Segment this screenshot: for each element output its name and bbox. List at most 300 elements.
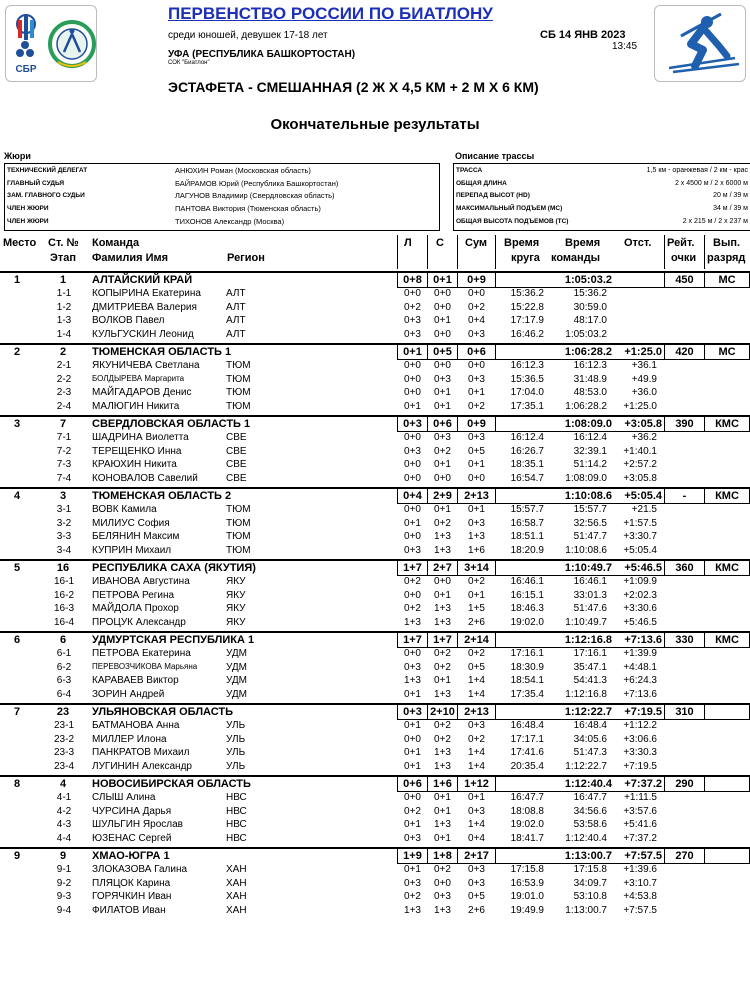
leg-behind: +1:12.2 [623, 720, 657, 731]
col-rating: Рейт. [667, 237, 695, 249]
leg-stage: 2-2 [56, 373, 72, 385]
team-name: УДМУРТСКАЯ РЕСПУБЛИКА 1 [92, 634, 255, 646]
leg-range-s: 0+2 [434, 648, 451, 659]
leg-behind: +36.2 [631, 432, 657, 443]
leg-row [0, 890, 750, 904]
team-name: ТЮМЕНСКАЯ ОБЛАСТЬ 1 [92, 346, 232, 358]
leg-lap-time: 17:41.6 [510, 747, 544, 758]
page-title: ПЕРВЕНСТВО РОССИИ ПО БИАТЛОНУ [168, 4, 493, 23]
leg-range-s: 1+3 [434, 544, 451, 556]
leg-range-l: 0+1 [404, 864, 421, 875]
leg-team-time: 1:12:40.4 [565, 832, 607, 844]
leg-range-l: 0+0 [404, 531, 421, 542]
athlete-name: БАТМАНОВА Анна [92, 720, 180, 731]
leg-penalty-sum: 0+0 [468, 360, 485, 371]
leg-stage: 16-1 [53, 576, 74, 587]
athlete-region: ТЮМ [226, 373, 251, 385]
athlete-name: КОПЫРИНА Екатерина [92, 288, 201, 299]
athlete-name: МАЙДОЛА Прохор [92, 603, 179, 614]
leg-team-time: 51:47.3 [573, 747, 607, 758]
team-rank: МС [718, 346, 736, 358]
leg-lap-time: 16:58.7 [510, 517, 544, 529]
team-row [0, 415, 750, 431]
leg-row [0, 616, 750, 630]
athlete-name: БОЛДЫРЕВА Маргарита [92, 373, 185, 383]
team-points: 310 [675, 706, 694, 718]
athlete-region: УДМ [226, 648, 248, 659]
team-row [0, 343, 750, 359]
leg-row [0, 458, 750, 472]
leg-team-time: 16:12.3 [573, 360, 607, 371]
col-team-time-sub: команды [551, 252, 601, 264]
team-points: 270 [675, 850, 694, 862]
leg-range-s: 1+3 [434, 688, 451, 700]
leg-row [0, 373, 750, 387]
leg-lap-time: 19:49.9 [510, 904, 544, 916]
athlete-region: УДМ [226, 661, 248, 673]
leg-row [0, 589, 750, 603]
leg-behind: +36.0 [631, 387, 657, 398]
team-behind: +7:37.2 [624, 778, 662, 790]
team-name: СВЕРДЛОВСКАЯ ОБЛАСТЬ 1 [92, 418, 251, 430]
leg-team-time: 34:56.6 [573, 805, 607, 817]
sbr-logo [5, 5, 97, 82]
jury-role: ЧЛЕН ЖЮРИ [7, 218, 49, 226]
leg-range-l: 0+0 [404, 373, 421, 385]
team-row [0, 847, 750, 863]
leg-stage: 1-2 [56, 301, 72, 313]
jury-role: ТЕХНИЧЕСКИЙ ДЕЛЕГАТ [7, 166, 88, 174]
leg-range-l: 0+0 [404, 387, 421, 398]
leg-range-s: 1+3 [434, 760, 451, 772]
course-title: Описание трассы [455, 151, 535, 161]
leg-range-s: 0+0 [434, 472, 451, 484]
jury-row [5, 177, 439, 190]
leg-lap-time: 17:17.9 [510, 315, 544, 326]
leg-stage: 7-3 [56, 459, 72, 470]
leg-range-s: 0+1 [434, 387, 451, 398]
team-row [0, 703, 750, 719]
leg-lap-time: 16:47.7 [510, 792, 544, 803]
leg-range-s: 0+0 [434, 360, 451, 371]
athlete-region: ХАН [226, 891, 247, 902]
athlete-name: ЮЗЕНАС Сергей [92, 832, 172, 844]
athlete-name: ПАНКРАТОВ Михаил [92, 747, 190, 758]
athlete-name: КУПРИН Михаил [92, 544, 172, 556]
athlete-name: СЛЫШ Алина [92, 792, 156, 803]
leg-penalty-sum: 0+1 [468, 504, 485, 515]
leg-range-s: 0+2 [434, 517, 451, 529]
leg-behind: +49.9 [631, 373, 657, 385]
team-time: 1:06:28.2 [564, 346, 612, 358]
leg-range-l: 1+3 [404, 675, 421, 686]
team-place: 1 [13, 274, 21, 286]
team-range-l: 1+7 [403, 634, 422, 646]
leg-penalty-sum: 0+3 [468, 328, 485, 340]
athlete-region: ХАН [226, 864, 247, 875]
athlete-region: УДМ [226, 688, 248, 700]
leg-team-time: 34:05.6 [573, 733, 607, 745]
athlete-name: МИЛЛЕР Илона [92, 733, 167, 745]
leg-team-time: 15:36.2 [573, 288, 607, 299]
team-place: 8 [13, 778, 21, 790]
leg-row [0, 746, 750, 760]
team-name: РЕСПУБЛИКА САХА (ЯКУТИЯ) [92, 562, 256, 574]
leg-team-time: 1:08:09.0 [565, 472, 607, 484]
team-points: - [682, 490, 687, 502]
leg-lap-time: 18:30.9 [510, 661, 544, 673]
leg-range-l: 0+2 [404, 576, 421, 587]
leg-range-l: 0+1 [404, 688, 421, 700]
leg-stage: 9-2 [56, 877, 72, 889]
athlete-name: ФИЛАТОВ Иван [92, 904, 166, 916]
leg-lap-time: 16:46.1 [510, 576, 544, 587]
cell-border [704, 777, 750, 791]
leg-penalty-sum: 0+3 [468, 864, 485, 875]
course-value: 1,5 км - оранжевая / 2 км - крас [646, 166, 748, 174]
leg-lap-time: 18:08.8 [510, 805, 544, 817]
leg-team-time: 1:05:03.2 [565, 328, 607, 340]
header-divider [397, 235, 398, 269]
team-behind: +1:25.0 [624, 346, 662, 358]
leg-range-l: 0+1 [404, 400, 421, 412]
leg-range-l: 0+3 [404, 877, 421, 889]
leg-behind: +7:13.6 [623, 688, 657, 700]
leg-team-time: 15:57.7 [573, 504, 607, 515]
results-header [0, 235, 750, 269]
leg-team-time: 51:47.6 [573, 603, 607, 614]
leg-range-l: 0+2 [404, 891, 421, 902]
leg-team-time: 1:10:49.7 [565, 616, 607, 628]
athlete-region: ТЮМ [226, 360, 251, 371]
jury-table [4, 163, 440, 231]
team-row [0, 775, 750, 791]
team-bib: 16 [56, 562, 70, 574]
leg-range-l: 0+0 [404, 504, 421, 515]
subtitle: среди юношей, девушек 17-18 лет [168, 30, 328, 41]
leg-range-s: 0+1 [434, 675, 451, 686]
header-divider [457, 235, 458, 269]
team-block [0, 703, 750, 773]
leg-range-s: 0+1 [434, 315, 451, 326]
leg-range-s: 0+0 [434, 288, 451, 299]
leg-row [0, 904, 750, 918]
leg-lap-time: 17:16.1 [510, 648, 544, 659]
jury-person: АНЮХИН Роман (Московская область) [175, 165, 311, 175]
team-bib: 1 [59, 274, 67, 286]
leg-range-l: 0+3 [404, 544, 421, 556]
col-l: Л [404, 237, 412, 249]
leg-range-s: 1+3 [434, 904, 451, 916]
leg-lap-time: 15:57.7 [510, 504, 544, 515]
leg-behind: +1:39.6 [623, 864, 657, 875]
team-behind: +7:19.5 [624, 706, 662, 718]
leg-behind: +3:57.6 [623, 805, 657, 817]
athlete-name: КУЛЬГУСКИН Леонид [92, 328, 194, 340]
team-time: 1:12:16.8 [564, 634, 612, 646]
leg-behind: +3:30.3 [623, 747, 657, 758]
athlete-name: ВОВК Камила [92, 504, 157, 515]
col-team: Команда [92, 237, 140, 249]
team-place: 4 [13, 490, 21, 502]
col-s: С [436, 237, 444, 249]
leg-range-l: 0+0 [404, 648, 421, 659]
team-name: ТЮМЕНСКАЯ ОБЛАСТЬ 2 [92, 490, 232, 502]
team-block [0, 415, 750, 485]
leg-team-time: 1:06:28.2 [565, 400, 607, 412]
athlete-name: ПЕРЕВОЗЧИКОВА Марьяна [92, 661, 198, 671]
leg-team-time: 51:47.7 [573, 531, 607, 542]
athlete-region: УЛЬ [226, 720, 246, 731]
event-name: ЭСТАФЕТА - СМЕШАННАЯ (2 Ж Х 4,5 КМ + 2 М Х 6 КМ) [168, 79, 539, 95]
leg-range-s: 0+1 [434, 504, 451, 515]
team-range-s: 1+6 [433, 778, 452, 790]
leg-range-l: 0+0 [404, 459, 421, 470]
team-name: УЛЬЯНОВСКАЯ ОБЛАСТЬ [92, 706, 233, 718]
leg-range-l: 0+1 [404, 819, 421, 830]
leg-lap-time: 16:54.7 [510, 472, 544, 484]
leg-stage: 3-3 [56, 531, 72, 542]
leg-row [0, 575, 750, 589]
team-penalty-sum: 1+12 [464, 778, 489, 790]
team-bib: 4 [59, 778, 67, 790]
athlete-name: ТЕРЕЩЕНКО Инна [92, 445, 182, 457]
jury-role: ГЛАВНЫЙ СУДЬЯ [7, 179, 65, 187]
team-row [0, 487, 750, 503]
team-block [0, 631, 750, 701]
athlete-region: ТЮМ [226, 504, 251, 515]
leg-stage: 7-1 [56, 432, 72, 443]
leg-stage: 23-2 [53, 733, 74, 745]
team-place: 2 [13, 346, 21, 358]
leg-behind: +1:11.5 [624, 792, 657, 803]
athlete-name: ДМИТРИЕВА Валерия [92, 301, 197, 313]
leg-team-time: 1:12:16.8 [565, 688, 607, 700]
leg-lap-time: 17:17.1 [510, 733, 544, 745]
course-value: 2 x 4500 м / 2 x 6000 м [674, 179, 748, 187]
team-range-l: 0+8 [403, 274, 422, 286]
athlete-name: ПЕТРОВА Регина [92, 589, 175, 601]
team-block [0, 487, 750, 557]
athlete-name: ПЕТРОВА Екатерина [92, 648, 191, 659]
leg-team-time: 31:48.9 [573, 373, 607, 385]
col-stage: Этап [50, 252, 76, 264]
leg-range-l: 0+0 [404, 360, 421, 371]
athlete-region: УДМ [226, 675, 248, 686]
leg-penalty-sum: 0+3 [468, 720, 485, 731]
athlete-region: УЛЬ [226, 733, 246, 745]
team-place: 7 [13, 706, 21, 718]
leg-stage: 3-1 [56, 504, 72, 515]
athlete-name: ШУЛЬГИН Ярослав [92, 819, 183, 830]
athlete-region: АЛТ [226, 301, 246, 313]
leg-team-time: 16:47.7 [573, 792, 607, 803]
team-range-l: 1+7 [403, 562, 422, 574]
leg-range-l: 0+2 [404, 805, 421, 817]
leg-range-s: 0+0 [434, 301, 451, 313]
team-name: ХМАО-ЮГРА 1 [92, 850, 170, 862]
leg-stage: 4-2 [56, 805, 72, 817]
athlete-region: СВЕ [226, 445, 247, 457]
leg-lap-time: 16:48.4 [510, 720, 544, 731]
leg-team-time: 53:10.8 [573, 891, 607, 902]
leg-row [0, 805, 750, 819]
leg-penalty-sum: 1+4 [468, 688, 485, 700]
leg-penalty-sum: 0+3 [468, 432, 485, 443]
leg-range-l: 0+0 [404, 472, 421, 484]
leg-team-time: 32:39.1 [573, 445, 607, 457]
leg-range-l: 0+2 [404, 603, 421, 614]
leg-stage: 16-3 [53, 603, 74, 614]
leg-team-time: 1:10:08.6 [565, 544, 607, 556]
leg-stage: 3-2 [56, 517, 72, 529]
jury-role: ЗАМ. ГЛАВНОГО СУДЬИ [7, 192, 85, 200]
col-behind: Отст. [624, 237, 652, 249]
leg-row [0, 791, 750, 805]
leg-behind: +36.1 [631, 360, 657, 371]
team-penalty-sum: 0+6 [467, 346, 486, 358]
leg-behind: +21.5 [631, 504, 657, 515]
team-range-l: 0+6 [403, 778, 422, 790]
leg-range-l: 0+0 [404, 432, 421, 443]
leg-range-s: 0+0 [434, 328, 451, 340]
leg-lap-time: 18:46.3 [510, 603, 544, 614]
leg-stage: 6-3 [56, 675, 72, 686]
leg-penalty-sum: 1+3 [468, 531, 485, 542]
leg-penalty-sum: 0+3 [468, 373, 485, 385]
leg-stage: 1-1 [56, 288, 72, 299]
leg-row [0, 530, 750, 544]
leg-row [0, 661, 750, 675]
team-points: 330 [675, 634, 694, 646]
leg-row [0, 287, 750, 301]
leg-behind: +1:40.1 [623, 445, 657, 457]
leg-penalty-sum: 2+6 [468, 616, 485, 628]
jury-row [5, 164, 439, 177]
leg-range-s: 1+3 [434, 603, 451, 614]
team-time: 1:10:49.7 [564, 562, 612, 574]
team-row [0, 559, 750, 575]
leg-penalty-sum: 0+0 [468, 288, 485, 299]
leg-lap-time: 16:15.1 [510, 589, 544, 601]
header-divider [704, 235, 705, 269]
leg-stage: 1-3 [56, 315, 72, 326]
leg-row [0, 517, 750, 531]
course-key: МАКСИМАЛЬНЫЙ ПОДЪЕМ (MC) [456, 205, 563, 213]
athlete-region: УЛЬ [226, 760, 246, 772]
leg-range-l: 0+0 [404, 733, 421, 745]
leg-range-l: 0+3 [404, 445, 421, 457]
team-name: АЛТАЙСКИЙ КРАЙ [92, 274, 193, 286]
leg-penalty-sum: 0+1 [468, 792, 485, 803]
course-row [454, 190, 750, 203]
leg-lap-time: 20:35.4 [510, 760, 544, 772]
leg-row [0, 472, 750, 486]
leg-team-time: 34:09.7 [573, 877, 607, 889]
leg-team-time: 51:14.2 [573, 459, 607, 470]
jury-row [5, 202, 439, 215]
leg-stage: 7-2 [56, 445, 72, 457]
team-bib: 7 [59, 418, 67, 430]
team-behind: +3:05.8 [624, 418, 662, 430]
team-place: 3 [13, 418, 21, 430]
athlete-region: ЯКУ [226, 576, 246, 587]
cell-border [704, 849, 750, 863]
team-range-s: 2+9 [433, 490, 452, 502]
leg-range-l: 0+0 [404, 589, 421, 601]
leg-team-time: 1:12:22.7 [565, 760, 607, 772]
team-block [0, 775, 750, 845]
leg-range-s: 0+1 [434, 400, 451, 412]
leg-stage: 2-3 [56, 387, 72, 398]
team-rank: МС [718, 274, 736, 286]
leg-lap-time: 19:02.0 [510, 819, 544, 830]
team-behind: +7:13.6 [624, 634, 662, 646]
leg-range-s: 0+2 [434, 733, 451, 745]
leg-behind: +2:57.2 [623, 459, 657, 470]
team-penalty-sum: 0+9 [467, 418, 486, 430]
leg-stage: 23-1 [53, 720, 74, 731]
leg-team-time: 16:48.4 [573, 720, 607, 731]
team-penalty-sum: 2+13 [464, 490, 489, 502]
leg-range-l: 0+0 [404, 792, 421, 803]
leg-row [0, 431, 750, 445]
athlete-region: АЛТ [226, 315, 246, 326]
athlete-name: БЕЛЯНИН Максим [92, 531, 180, 542]
leg-lap-time: 18:51.1 [510, 531, 544, 542]
leg-range-s: 1+3 [434, 819, 451, 830]
leg-penalty-sum: 1+6 [468, 544, 485, 556]
course-value: 34 м / 39 м [713, 205, 748, 213]
leg-behind: +5:05.4 [623, 544, 657, 556]
header-divider [664, 235, 665, 269]
leg-penalty-sum: 0+3 [468, 805, 485, 817]
leg-behind: +7:37.2 [623, 832, 657, 844]
leg-range-s: 0+1 [434, 832, 451, 844]
team-rank: КМС [715, 418, 739, 430]
leg-team-time: 33:01.3 [573, 589, 607, 601]
leg-lap-time: 16:53.9 [510, 877, 544, 889]
team-range-s: 0+5 [433, 346, 452, 358]
athlete-name: ПРОЦУК Александр [92, 616, 186, 628]
leg-lap-time: 18:20.9 [510, 544, 544, 556]
leg-behind: +1:39.9 [623, 648, 657, 659]
team-rank: КМС [715, 490, 739, 502]
athlete-region: НВС [226, 819, 247, 830]
col-rating-sub: очки [671, 252, 697, 264]
leg-penalty-sum: 0+1 [468, 589, 485, 601]
leg-range-s: 1+3 [434, 747, 451, 758]
biathlon-pictogram-logo [654, 5, 746, 82]
leg-range-s: 0+2 [434, 864, 451, 875]
leg-behind: +3:30.7 [623, 531, 657, 542]
leg-row [0, 818, 750, 832]
leg-stage: 23-3 [53, 747, 74, 758]
col-name: Фамилия Имя [92, 252, 169, 264]
team-bib: 3 [59, 490, 67, 502]
jury-title: Жюри [4, 151, 31, 161]
leg-penalty-sum: 0+0 [468, 472, 485, 484]
leg-penalty-sum: 2+6 [468, 904, 485, 916]
team-name: НОВОСИБИРСКАЯ ОБЛАСТЬ [92, 778, 251, 790]
leg-stage: 16-4 [53, 616, 74, 628]
leg-range-l: 0+2 [404, 301, 421, 313]
leg-range-s: 0+3 [434, 432, 451, 443]
col-lap-time: Время [504, 237, 540, 249]
leg-range-l: 0+3 [404, 328, 421, 340]
leg-behind: +3:10.7 [623, 877, 657, 889]
leg-behind: +3:30.6 [623, 603, 657, 614]
